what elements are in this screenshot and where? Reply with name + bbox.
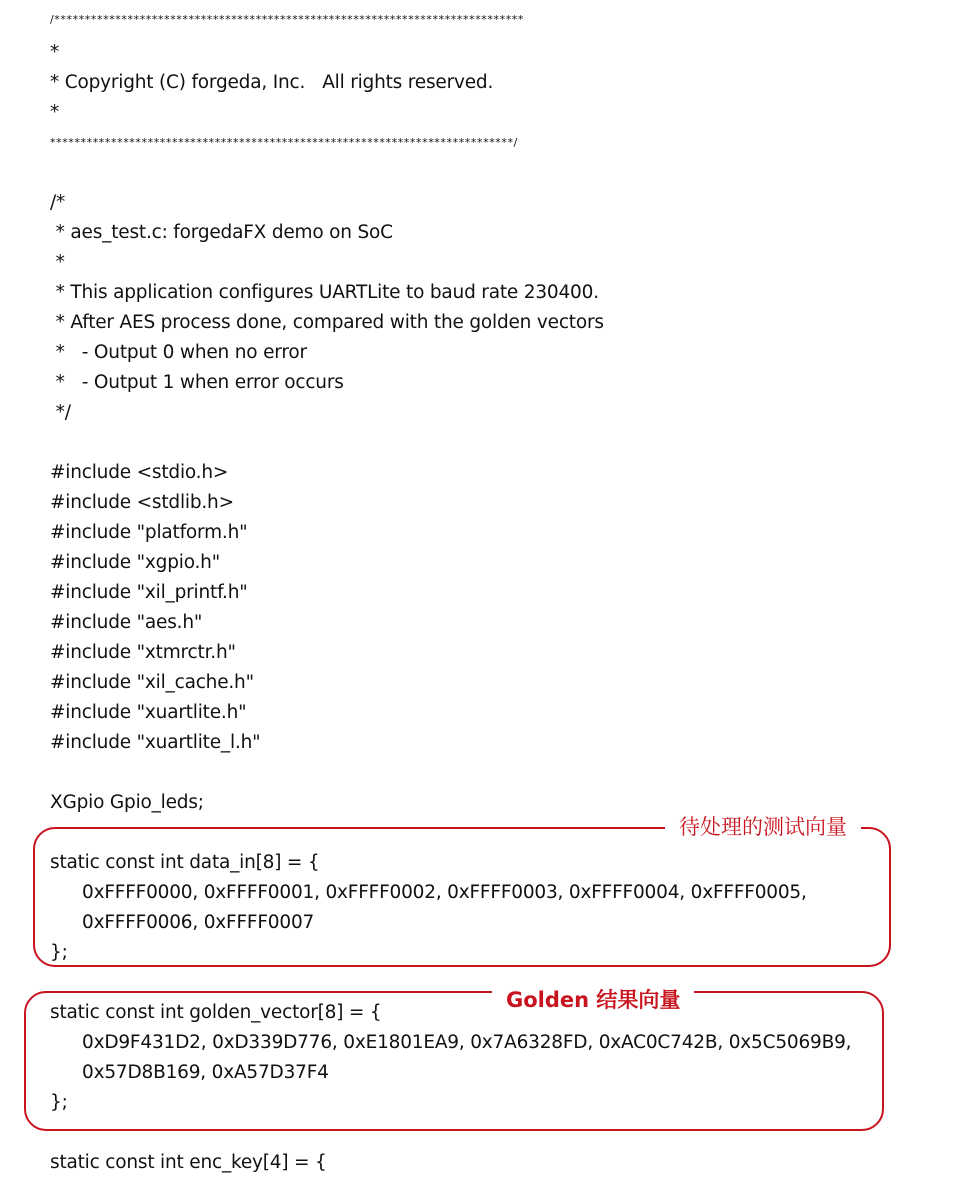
- code-line-34: static const int golden_vector[8] = {: [50, 1002, 382, 1023]
- code-line-35: 0xD9F431D2, 0xD339D776, 0xE1801EA9, 0x7A6328FD, 0xAC0C742B, 0x5C5069B9,: [82, 1032, 852, 1053]
- code-line-37: };: [50, 1092, 68, 1113]
- code-line-2: *: [50, 42, 60, 63]
- golden-vector-highlight-box: [24, 991, 884, 1131]
- code-line-3: * Copyright (C) forgeda, Inc. All rights reserved.: [50, 72, 494, 93]
- code-line-8: * aes_test.c: forgedaFX demo on SoC: [50, 222, 393, 243]
- code-line-22: #include "xtmrctr.h": [50, 642, 236, 663]
- code-line-23: #include "xil_cache.h": [50, 672, 254, 693]
- code-line-14: */: [50, 402, 71, 423]
- code-line-31: 0xFFFF0006, 0xFFFF0007: [82, 912, 315, 933]
- data-in-annotation: 待处理的测试向量: [665, 812, 861, 842]
- code-line-19: #include "xgpio.h": [50, 552, 221, 573]
- code-line-25: #include "xuartlite_l.h": [50, 732, 261, 753]
- code-line-5: ****************************************************************************/: [50, 136, 518, 149]
- code-line-32: };: [50, 942, 68, 963]
- code-line-16: #include <stdio.h>: [50, 462, 229, 483]
- code-line-27: XGpio Gpio_leds;: [50, 792, 204, 813]
- code-line-4: *: [50, 102, 60, 123]
- code-line-11: * After AES process done, compared with the golden vectors: [50, 312, 604, 333]
- code-line-10: * This application configures UARTLite to baud rate 230400.: [50, 282, 599, 303]
- code-line-1: /*****************************************************************************: [50, 13, 525, 26]
- code-line-29: static const int data_in[8] = {: [50, 852, 320, 873]
- code-line-18: #include "platform.h": [50, 522, 248, 543]
- code-line-21: #include "aes.h": [50, 612, 203, 633]
- golden-vector-annotation: Golden 结果向量: [492, 985, 694, 1015]
- code-line-36: 0x57D8B169, 0xA57D37F4: [82, 1062, 329, 1083]
- code-line-30: 0xFFFF0000, 0xFFFF0001, 0xFFFF0002, 0xFFFF0003, 0xFFFF0004, 0xFFFF0005,: [82, 882, 807, 903]
- code-line-12: * - Output 0 when no error: [50, 342, 307, 363]
- code-line-39: static const int enc_key[4] = {: [50, 1152, 327, 1173]
- data-in-highlight-box: [33, 827, 891, 967]
- code-line-9: *: [50, 252, 65, 273]
- code-line-20: #include "xil_printf.h": [50, 582, 248, 603]
- code-line-17: #include <stdlib.h>: [50, 492, 234, 513]
- code-line-7: /*: [50, 192, 66, 213]
- code-line-13: * - Output 1 when error occurs: [50, 372, 344, 393]
- code-line-24: #include "xuartlite.h": [50, 702, 247, 723]
